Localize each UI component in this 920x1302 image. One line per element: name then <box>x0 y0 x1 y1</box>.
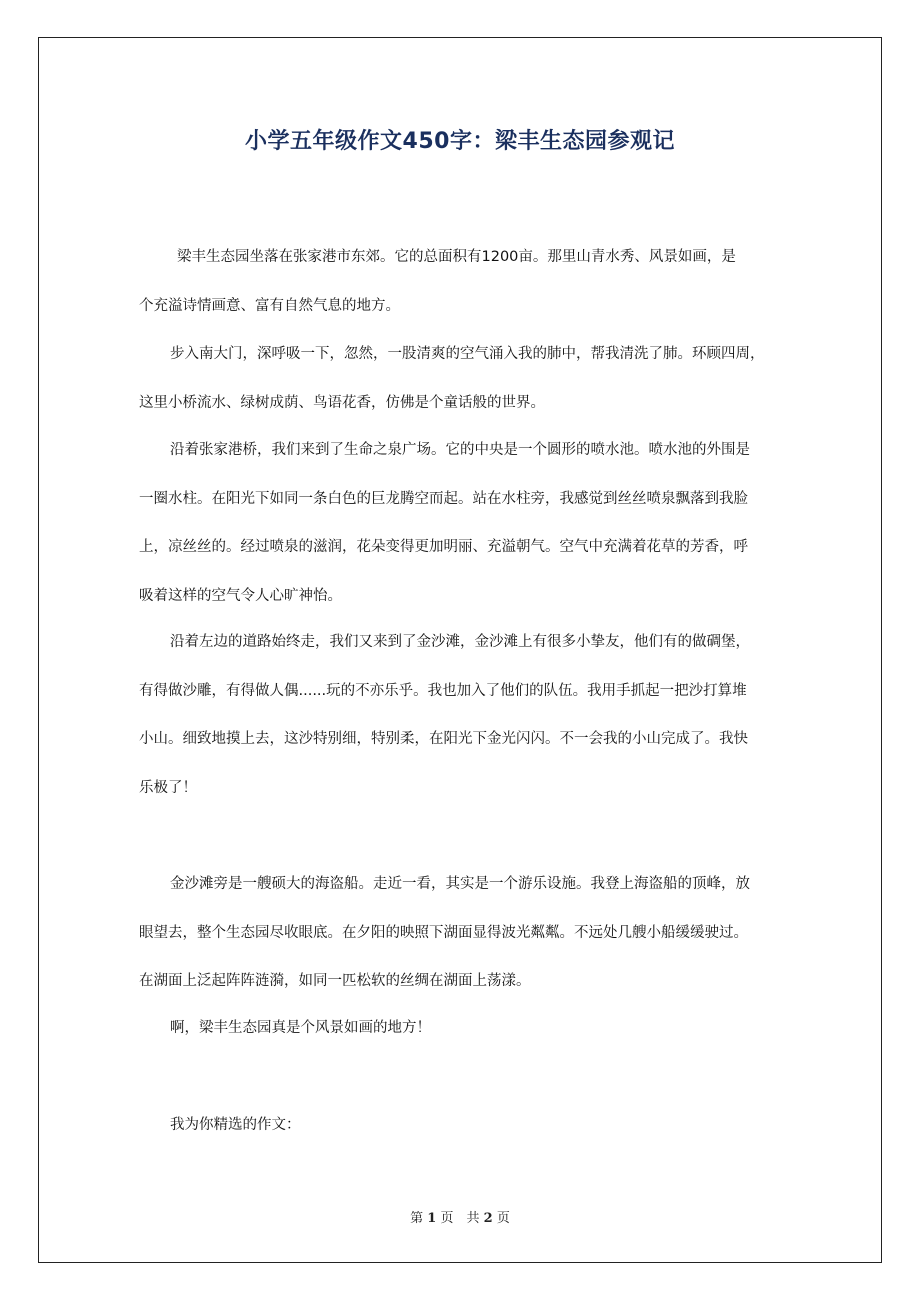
paragraph-line: 个充溢诗情画意、富有自然气息的地方。 <box>139 297 400 314</box>
paragraph-line: 小山。细致地摸上去，这沙特别细，特别柔，在阳光下金光闪闪。不一会我的小山完成了。我快 <box>139 731 748 747</box>
paragraph-line: 我为你精选的作文： <box>170 1117 301 1133</box>
paragraph-6 <box>139 1004 789 1053</box>
paragraph-3 <box>139 426 789 620</box>
footer-prefix: 第 <box>410 1211 424 1226</box>
paragraph-line: 吸着这样的空气令人心旷神怡。 <box>139 587 342 604</box>
paragraph-7 <box>139 1101 789 1150</box>
paragraph-1 <box>139 233 789 330</box>
paragraph-line: 这里小桥流水、绿树成荫、鸟语花香，仿佛是个童话般的世界。 <box>139 394 545 411</box>
footer-total-pages: 2 <box>483 1211 493 1226</box>
paragraph-4 <box>139 618 789 812</box>
paragraph-line: 有得做沙雕，有得做人偶......玩的不亦乐乎。我也加入了他们的队伍。我用手抓起一把沙打算堆 <box>139 682 747 699</box>
paragraph-5 <box>139 860 789 1006</box>
footer-mid: 页 共 <box>440 1211 480 1226</box>
paragraph-line: 梁丰生态园坐落在张家港市东郊。它的总面积有1200亩。那里山青水秀、风景如画，是 <box>177 249 736 265</box>
paragraph-line: 在湖面上泛起阵阵涟漪，如同一匹松软的丝绸在湖面上荡漾。 <box>139 973 531 989</box>
paragraph-line: 金沙滩旁是一艘硕大的海盗船。走近一看，其实是一个游乐设施。我登上海盗船的顶峰，放 <box>170 876 750 892</box>
footer-suffix: 页 <box>496 1211 510 1226</box>
paragraph-line: 沿着张家港桥，我们来到了生命之泉广场。它的中央是一个圆形的喷水池。喷水池的外围是 <box>170 442 750 458</box>
paragraph-line: 啊，梁丰生态园真是个风景如画的地方！ <box>170 1020 431 1036</box>
paragraph-2 <box>139 330 789 427</box>
paragraph-line: 乐极了！ <box>139 779 197 796</box>
paragraph-line: 沿着左边的道路始终走，我们又来到了金沙滩，金沙滩上有很多小挚友，他们有的做碉堡， <box>170 634 750 650</box>
paragraph-line: 眼望去，整个生态园尽收眼底。在夕阳的映照下湖面显得波光粼粼。不远处几艘小船缓缓驶过。 <box>139 924 748 941</box>
footer-page-number: 1 <box>427 1211 437 1226</box>
document-title: 小学五年级作文450字：梁丰生态园参观记 <box>245 129 675 154</box>
paragraph-line: 一圈水柱。在阳光下如同一条白色的巨龙腾空而起。站在水柱旁，我感觉到丝丝喷泉飘落到我脸 <box>139 490 748 507</box>
paragraph-line: 步入南大门，深呼吸一下，忽然，一股清爽的空气涌入我的肺中，帮我清洗了肺。环顾四周， <box>170 346 765 362</box>
page-footer <box>0 1207 920 1226</box>
paragraph-line: 上，凉丝丝的。经过喷泉的滋润，花朵变得更加明丽、充溢朝气。空气中充满着花草的芳香，呼 <box>139 539 748 555</box>
